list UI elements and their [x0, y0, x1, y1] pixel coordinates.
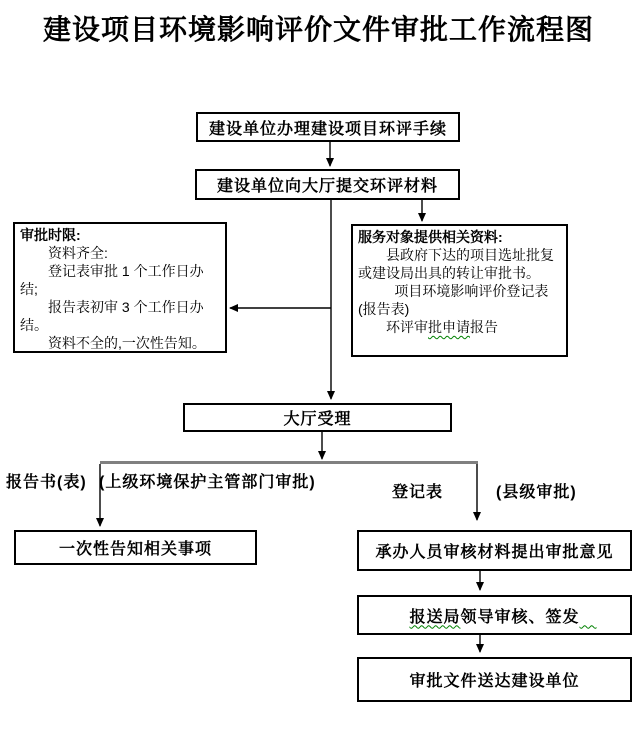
box-deliver-document: [357, 657, 632, 702]
sign-off-trailing-spellcheck: [580, 609, 597, 626]
box-deliver-document-label: 审批文件送达建设单位: [409, 673, 580, 690]
box-hall-acceptance-label: 大厅受理: [283, 411, 352, 428]
box-apply-procedure: [196, 112, 460, 142]
materials-line: 县政府下达的项目选址批复: [386, 247, 554, 263]
label-higher-authority-approval: (上级环境保护主管部门审批): [99, 474, 316, 491]
materials-line-apply-report: [358, 318, 561, 336]
time-limit-line: 资料不全的,一次性告知。: [48, 335, 206, 351]
sign-off-rest: 领导审核、签发: [460, 608, 580, 626]
box-staff-review: [357, 530, 632, 571]
box-leader-sign-off: [357, 595, 632, 635]
time-limit-line: 结。: [20, 317, 48, 333]
box-leader-sign-off-label: [401, 604, 588, 627]
label-registration-form: 登记表: [392, 484, 444, 501]
page-title: 建设项目环境影响评价文件审批工作流程图: [42, 14, 594, 45]
box-approval-time-limit: [13, 222, 227, 353]
box-required-materials: [351, 224, 568, 357]
materials-line: 或建设局出具的转让审批书。: [358, 265, 540, 281]
time-limit-heading: 审批时限:: [20, 227, 81, 243]
sign-off-spellcheck: 报送局: [409, 608, 461, 626]
box-one-time-notification-label: 一次性告知相关事项: [58, 541, 212, 558]
apply-report-pre: 环评审: [386, 319, 428, 335]
box-submit-materials: [195, 169, 460, 200]
apply-report-spellcheck: 批申请: [428, 319, 470, 335]
box-hall-acceptance: [183, 403, 452, 432]
materials-line: (报告表): [358, 301, 410, 317]
box-one-time-notification: [14, 530, 257, 565]
materials-heading: 服务对象提供相关资料:: [358, 229, 503, 245]
apply-report-post: 报告: [470, 319, 498, 335]
time-limit-line: 报告表初审 3 个工作日办: [48, 299, 204, 315]
time-limit-line: 登记表审批 1 个工作日办: [48, 263, 204, 279]
label-report-document: 报告书(表): [6, 474, 87, 491]
time-limit-line: 资料齐全:: [48, 245, 108, 261]
box-apply-procedure-label: 建设单位办理建设项目环评手续: [208, 120, 447, 138]
box-submit-materials-label: 建设单位向大厅提交环评材料: [216, 178, 438, 195]
label-county-level-approval: (县级审批): [496, 484, 577, 501]
box-staff-review-label: 承办人员审核材料提出审批意见: [375, 544, 614, 561]
materials-line: 项目环境影响评价登记表: [394, 283, 549, 299]
time-limit-line: 结;: [20, 281, 38, 297]
